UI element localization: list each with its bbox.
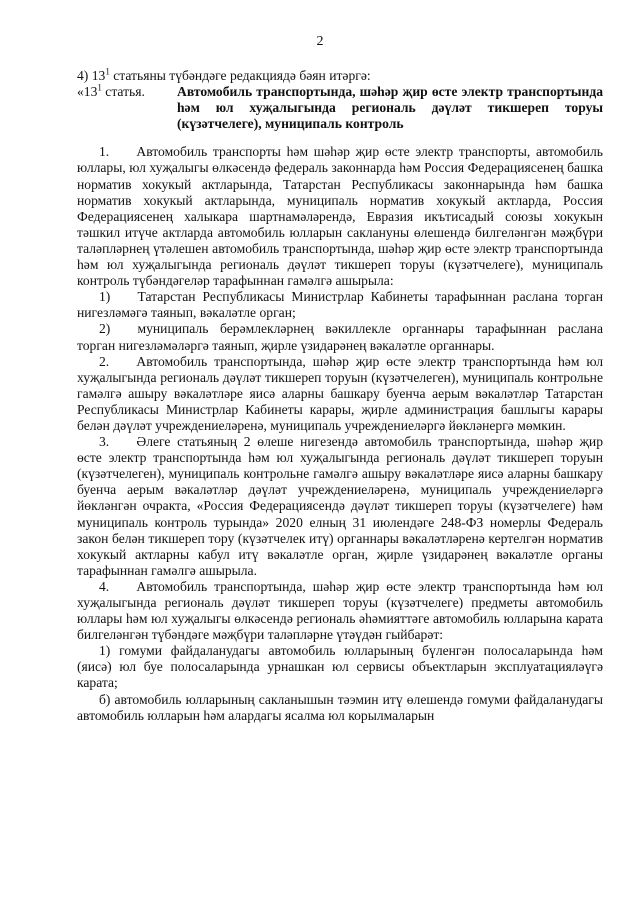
paragraph: 3. Әлеге статьяның 2 өлеше нигезендә автомобиль транспортында, шәһәр җир өсте электр транспортында һәм юл хуҗалыгында региональ дәүләт тикшереп торуын (күзәтчелеген), муниципаль контрольне гамәлгә ашыру вәкаләтләре яисә аларны башкару буенча аерым вәкаләтләр дәүләт учреждениеләренә, муниципаль учреждениеләргә йөкләнгән очракта, «Россия Федерациясендә дәүләт тикшереп торуы (күзәтчелеге) һәм муниципаль контроль турында» 2020 елның 31 июлендәге 248-ФЗ номерлы Федераль закон белән тикшереп тору (күзәтчелек итү) органнары вәкаләтләренә кертелгән норматив хокукый актларны кабул итү вәкаләтле орган, җирле үзидарәнең вәкаләтле органы тарафыннан гамәлгә ашырыла.: [77, 434, 603, 578]
paragraph: 1) Татарстан Республикасы Министрлар Кабинеты тарафыннан раслана торган нигезләмәгә таянып, вәкаләтле орган;: [77, 289, 603, 321]
document-body: [77, 68, 603, 724]
paragraph: 4. Автомобиль транспортында, шәһәр җир өсте электр транспортында һәм юл хуҗалыгында региональ дәүләт тикшереп торуы (күзәтчелеге) предметы автомобиль юллары һәм юл хуҗалыгы өлкәсендә региональ әһәмияттәге автомобиль юлларына карата билгеләнгән түбәндәге мәҗбүри таләпләрне үтәүдән гыйбарәт:: [77, 578, 603, 643]
page-number: 2: [316, 34, 324, 49]
item4-sup: 1: [105, 66, 110, 77]
article-num-sup: 1: [97, 82, 102, 93]
article-number: [77, 84, 177, 132]
paragraph: 2. Автомобиль транспортында, шәһәр җир өсте электр транспортында һәм юл хуҗалыгында региональ дәүләт тикшереп торуын (күзәтчелеген), муниципаль контрольне гамәлгә ашыру вәкаләтләре яисә аларны башкару буенча аерым вәкаләтләр Татарстан Республикасы Министрлар Кабинеты карары, җирле администрация башлыгы карары белән дәүләт учреждениеләренә, муниципаль учреждениеләргә йөкләнергә мөмкин.: [77, 353, 603, 433]
paragraph: 1. Автомобиль транспорты һәм шәһәр җир өсте электр транспорты, автомобиль юллары, юл хуҗалыгы өлкәсендә федераль законнарда һәм Россия Федерациясенең башка норматив хокукый актларында, Татарстан Республикасы законнарында һәм башка норматив хокукый актларында, муниципаль норматив хокукый актларда, Россия Федерациясенең халыкара шартнамәләрендә, Евразия икътисадый союзы хокукын тәшкил итүче актларда автомобиль юлларын саклануны өлешендә билгеләнгән мәҗбүри таләпләрнең үтәлешен автомобиль транспортында, шәһәр җир өсте электр транспортында һәм юл хуҗалыгында региональ дәүләт тикшереп торуы (күзәтчелеге), муниципаль контроль түбәндәгеләр тарафыннан гамәлгә ашырыла:: [77, 144, 603, 289]
article-heading: [77, 84, 603, 132]
paragraph: 1) гомуми файдаланудагы автомобиль юлларының бүленгән полосаларында һәм (яисә) юл буе полосаларында урнашкан юл сервисы объектларын эксплуатацияләүгә карата;: [77, 643, 603, 691]
paragraph: б) автомобиль юлларының сакланышын тәэмин итү өлешендә гомуми файдаланудагы автомобиль юлларын һәм алардагы ясалма юл корылмаларын: [77, 691, 603, 723]
paragraph: 2) муниципаль берәмлекләрнең вәкиллекле органнары тарафыннан раслана торган нигезләмәләргә таянып, җирле үзидарәнең вәкаләтле органнары.: [77, 321, 603, 353]
item4-prefix: 4) 13: [77, 68, 106, 83]
amendment-item-4: [77, 68, 603, 84]
article-title: Автомобиль транспортында, шәһәр җир өсте электр транспортында һәм юл хуҗалыгында региональ дәүләт тикшереп торуы (күзәтчелеге), муниципаль контроль: [177, 84, 603, 132]
article-num-suffix: статья.: [101, 84, 145, 100]
item4-suffix: статьяны түбәндәге редакциядә бәян итәргә:: [109, 68, 371, 83]
article-num-prefix: «13: [77, 84, 98, 100]
